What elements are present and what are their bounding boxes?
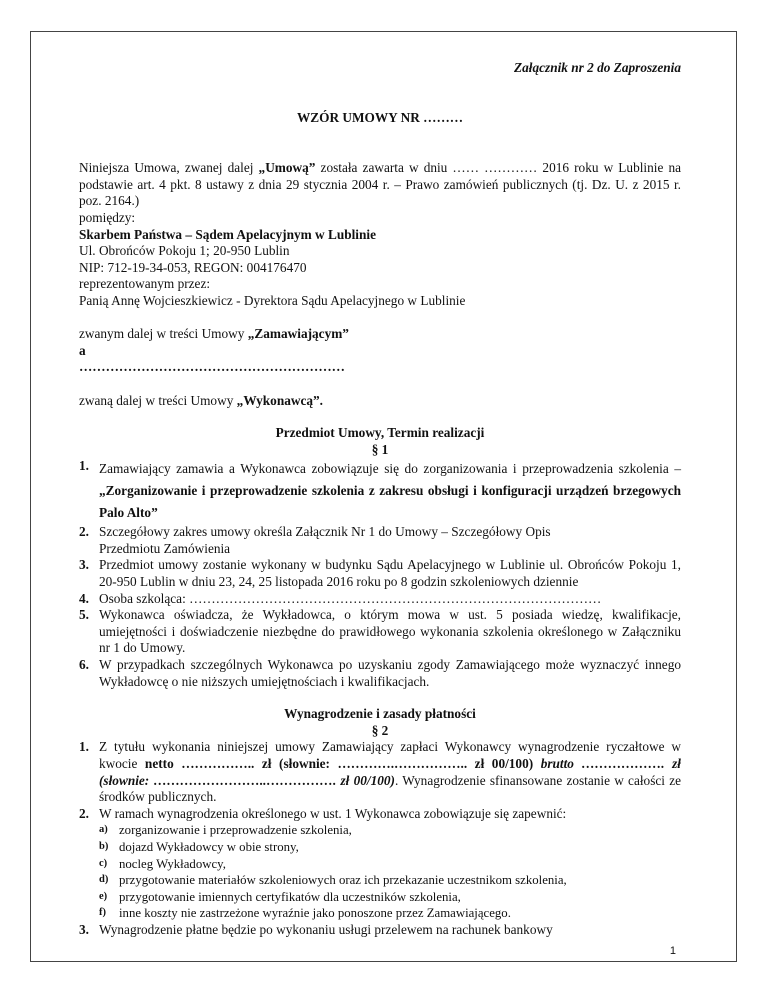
section-2-paragraph-sign: § 2 bbox=[371, 722, 389, 738]
sublist-item: d) przygotowanie materiałów szkoleniowych oraz ich przekazanie uczestnikom szkolenia, bbox=[99, 873, 567, 888]
represented-label: reprezentowanym przez: bbox=[79, 276, 211, 292]
wykonawca-line bbox=[79, 393, 681, 410]
list-item: 5. Wykonawca oświadcza, że Wykładowca, o którym mowa w ust. 5 posiada wiedzę, kwalifikacje, umiejętności i doświadczenie niezbędne do prawidłowego wykonania szkolenia określonego w Załączniku nr 1 do Umowy. bbox=[79, 607, 681, 656]
sublist-item: a) zorganizowanie i przeprowadzenie szkolenia, bbox=[99, 823, 352, 838]
section-1-paragraph-sign: § 1 bbox=[371, 441, 389, 457]
section-1-heading: Przedmiot Umowy, Termin realizacji bbox=[275, 425, 485, 441]
list-item: 4. Osoba szkoląca: ………………………………………………………………………………… bbox=[79, 590, 602, 606]
list-item: 3. Przedmiot umowy zostanie wykonany w budynku Sądu Apelacyjnego w Lublinie ul. Obrońców Pokoju 1, 20-950 Lublin w dniu 23, 24, 25 listopada 2016 roku po 8 godzin szkoleniowych dziennie bbox=[79, 557, 681, 590]
sublist-item: f) inne koszty nie zastrzeżone wyraźnie jako ponoszone przez Zamawiającego. bbox=[99, 906, 511, 921]
representative-name: Panią Annę Wojcieszkiewicz - Dyrektora Sądu Apelacyjnego w Lublinie bbox=[79, 292, 466, 308]
between-label: pomiędzy: bbox=[79, 209, 136, 225]
document-body bbox=[79, 55, 681, 939]
sublist-item: c) nocleg Wykładowcy, bbox=[99, 856, 226, 871]
party-address: Ul. Obrońców Pokoju 1; 20-950 Lublin bbox=[79, 243, 290, 259]
sublist bbox=[99, 822, 681, 922]
wykonawca-text: zwaną dalej w treści Umowy bbox=[79, 392, 237, 408]
sublist-item: e) przygotowanie imiennych certyfikatów dla uczestników szkolenia, bbox=[99, 889, 461, 904]
section-1-list bbox=[79, 458, 681, 690]
party-name: Skarbem Państwa – Sądem Apelacyjnym w Lublinie bbox=[79, 226, 376, 242]
list-item: 6. W przypadkach szczególnych Wykonawca po uzyskaniu zgody Zamawiającego może wyznaczyć innego Wykładowcę o nie niższych umiejętnościach i kwalifikacjach. bbox=[79, 657, 681, 689]
intro-text-1: Niniejsza Umowa, zwanej dalej bbox=[79, 160, 259, 176]
list-item: 1. Z tytułu wykonania niniejszej umowy Zamawiający zapłaci Wykonawcy wynagrodzenie ryczałtowe w kwocie netto …………….. zł (słownie: ………….…………….. zł 00/100) brutto ………………. zł (słownie: ……………………..……………. zł 00/100). Wynagrodzenie sfinansowane zostanie w całości ze środków publicznych. bbox=[79, 739, 681, 805]
zamawiajacy-term: „Zamawiającym” bbox=[247, 326, 349, 342]
list-item: 1. Zamawiający zamawia a Wykonawca zobowiązuje się do zorganizowania i przeprowadzenia szkolenia – „Zorganizowanie i przeprowadzenie szkolenia z zakresu obsługi i konfiguracji urządzeń brzegowych Palo Alto” bbox=[79, 458, 681, 521]
contractor-dots: …………………………………………………… bbox=[79, 359, 345, 375]
umowa-term: „Umową” bbox=[258, 160, 316, 176]
page-number: 1 bbox=[669, 945, 676, 957]
sublist-item: b) dojazd Wykładowcy w obie strony, bbox=[99, 839, 299, 854]
intro-paragraph bbox=[79, 160, 681, 210]
annex-label: Załącznik nr 2 do Zaproszenia bbox=[514, 60, 681, 75]
list-item: 3. Wynagrodzenie płatne będzie po wykonaniu usługi przelewem na rachunek bankowy bbox=[79, 921, 553, 937]
section-2-heading: Wynagrodzenie i zasady płatności bbox=[284, 706, 476, 722]
and-label: a bbox=[79, 342, 86, 358]
list-item: 2. W ramach wynagrodzenia określonego w ust. 1 Wykonawca zobowiązuje się zapewnić: a) zorganizowanie i przeprowadzenie szkolenia, b) dojazd Wykładowcy w obie strony, c) nocleg Wykładowcy, d) przygotowanie materiałów szkoleniowych oraz ich przekazanie uczestnikom szkolenia, e) przygotowanie imiennych certyfikatów dla uczestników szkolenia, f) inne koszty nie zastrzeżone wyraźnie jako ponoszone przez Zamawiającego. bbox=[79, 806, 681, 922]
zamawiajacy-line bbox=[79, 326, 681, 343]
section-2-list bbox=[79, 739, 681, 938]
intro-text-2: została zawarta w dniu …… ………… 2016 roku w Lublinie na podstawie art. 4 pkt. 8 ustawy z dnia 29 stycznia 2004 r. – Prawo zamówień publicznych (tj. Dz. U. z 2015 r. poz. 2164.) bbox=[79, 160, 681, 209]
document-title: WZÓR UMOWY NR ……… bbox=[296, 109, 464, 125]
zamawiajacy-text: zwanym dalej w treści Umowy bbox=[79, 326, 248, 342]
list-item: 2. Szczegółowy zakres umowy określa Załącznik Nr 1 do Umowy – Szczegółowy Opis Przedmiotu Zamówienia bbox=[79, 524, 551, 556]
wykonawca-term: „Wykonawcą”. bbox=[236, 392, 323, 408]
party-nip: NIP: 712-19-34-053, REGON: 004176470 bbox=[79, 259, 307, 275]
